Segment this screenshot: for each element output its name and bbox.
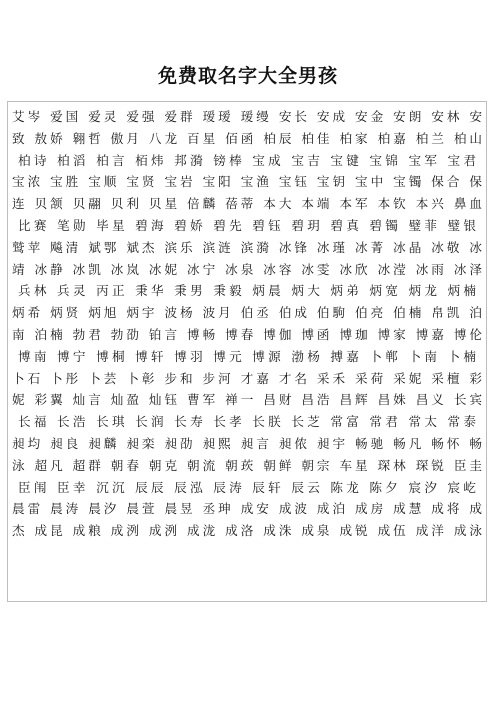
- name-line: 靖 冰静 冰凯 冰岚 冰妮 冰宁 冰泉 冰容 冰雯 冰欣 冰滢 冰雨 冰泽: [12, 261, 482, 277]
- name-line: 鹫苹 飚清 斌鄂 斌杰 滨乐 滨涟 滨漪 冰锋 冰瑾 冰菁 冰晶 冰敬 冰: [12, 239, 482, 255]
- name-line: 宝浓 宝胜 宝顺 宝贤 宝岩 宝阳 宝渔 宝钰 宝钥 宝中 宝镯 保合 保: [12, 174, 482, 190]
- name-line: 晨雷 晨涛 晨汐 晨萱 晨昱 丞珅 成安 成波 成泊 成房 成慧 成将 成: [12, 501, 482, 517]
- name-line: 臣闱 臣幸 沉沉 辰辰 辰泓 辰涛 辰轩 辰云 陈龙 陈夕 宸汐 宸屹: [18, 479, 476, 495]
- name-line: 连 贝颔 贝翮 贝利 贝星 倍麟 蓓蒂 本大 本端 本军 本钦 本兴 鼻血: [12, 196, 482, 212]
- name-line: 艾岑 爱国 爱灵 爱强 爱群 瑷瑷 瑷缦 安长 安成 安金 安朗 安林 安: [12, 109, 482, 124]
- name-line: 杰 成昆 成粮 成洌 成洌 成泷 成洛 成洙 成泉 成锐 成伍 成洋 成泳: [12, 523, 482, 539]
- name-line: 长福 长浩 长琪 长润 长寿 长孝 长朕 长芝 常富 常君 常太 常泰: [18, 414, 476, 430]
- name-line: 炳希 炳贤 炳旭 炳宇 波杨 波月 伯丞 伯成 伯駒 伯亮 伯楠 帛凯 泊: [12, 305, 482, 321]
- name-line: 昶均 昶良 昶麟 昶栾 昶劭 昶熙 昶言 昶侬 昶宇 畅驰 畅凡 畅怀 畅: [12, 435, 482, 451]
- name-line: 卜石 卜彤 卜芸 卜彰 步和 步河 才嘉 才名 采禾 采荷 采妮 采檀 彩: [12, 370, 482, 386]
- name-line: 致 敖娇 翱哲 傲月 八龙 百星 佰函 柏辰 柏佳 柏家 柏嘉 柏兰 柏山: [12, 130, 482, 146]
- name-line: 妮 彩翼 灿言 灿盈 灿钰 曹军 禅一 昌财 昌浩 昌辉 昌姝 昌义 长宾: [12, 392, 482, 408]
- names-list-box: [7, 101, 487, 602]
- name-line: 南 泊楠 勃君 勃劭 铂言 博畅 博春 博伽 博函 博珈 博家 博嘉 博伦: [12, 326, 482, 342]
- name-line: 兵林 兵灵 丙正 秉华 秉男 秉毅 炳晨 炳大 炳弟 炳宽 炳龙 炳楠: [18, 283, 476, 299]
- document-title: 免费取名字大全男孩: [157, 65, 338, 87]
- name-line: 博南 博宁 博桐 博轩 博羽 博元 博源 渤杨 搏嘉 卜郸 卜南 卜楠: [18, 348, 476, 364]
- name-line: 比赛 笔勋 毕星 碧海 碧娇 碧先 碧钰 碧玥 碧真 碧镯 璧菲 璧银: [18, 217, 476, 233]
- name-line: 柏诗 柏滔 柏言 栢炜 邦漪 镑棒 宝成 宝吉 宝键 宝锦 宝军 宝君: [18, 152, 476, 168]
- name-line: 泳 超凡 超群 朝春 朝克 朝流 朝莰 朝鲜 朝宗 车星 琛林 琛锐 臣圭: [12, 457, 482, 473]
